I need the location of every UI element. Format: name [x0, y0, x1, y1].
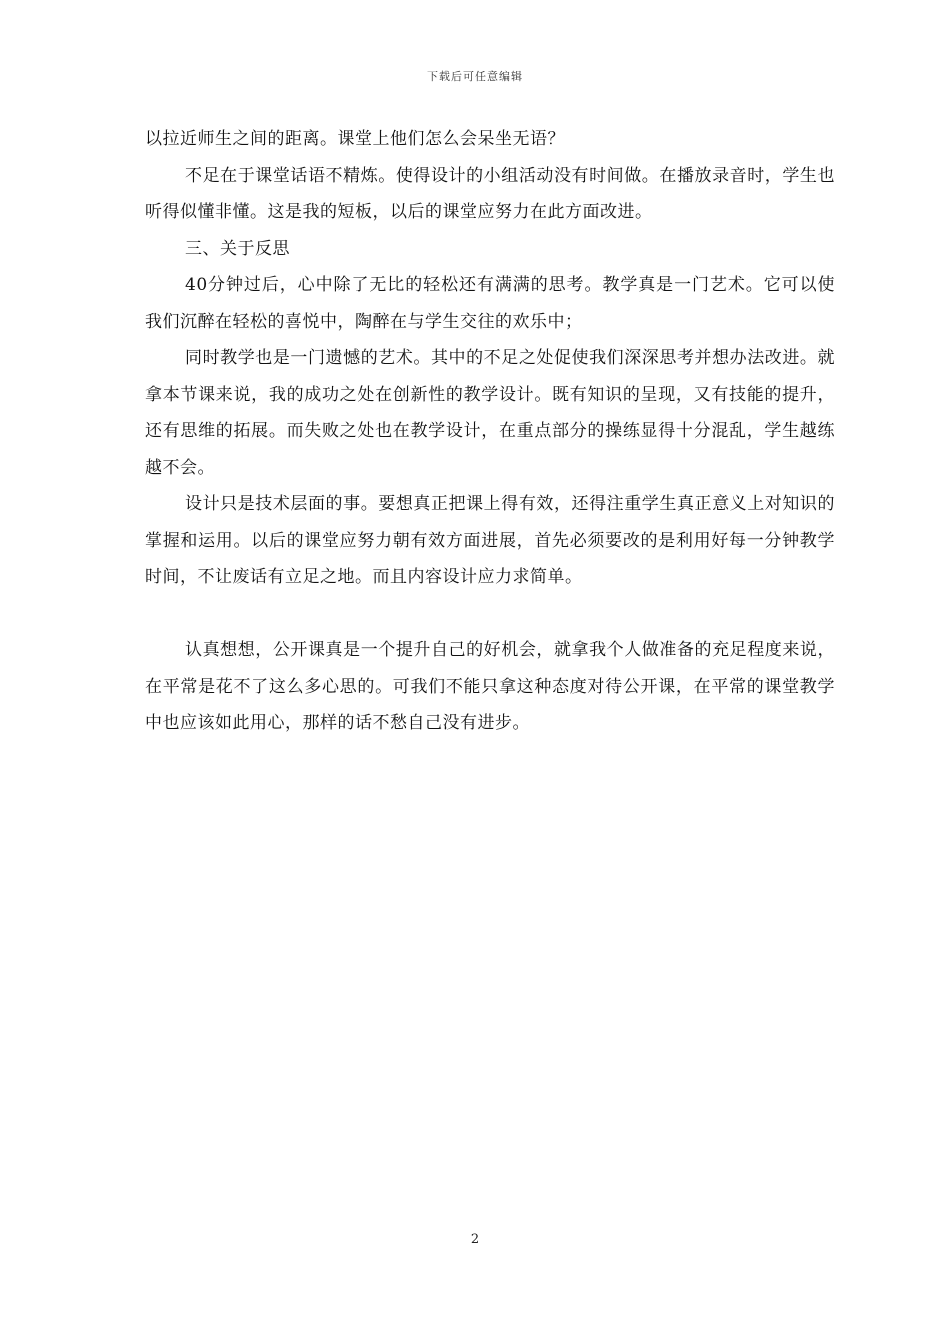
document-body	[145, 121, 835, 742]
paragraph-continuation: 以拉近师生之间的距离。课堂上他们怎么会呆坐无语？	[145, 129, 565, 149]
paragraph-open-class: 认真想想，公开课真是一个提升自己的好机会，就拿我个人做准备的充足程度来说，在平常是花不了这么多心思的。可我们不能只拿这种态度对待公开课，在平常的课堂教学中也应该如此用心，那样的话不愁自己没有进步。	[145, 640, 835, 733]
page-header: 下载后可任意编辑	[427, 70, 523, 83]
paragraph-art-of-regret: 同时教学也是一门遗憾的艺术。其中的不足之处促使我们深深思考并想办法改进。就拿本节课来说，我的成功之处在创新性的教学设计。既有知识的呈现，又有技能的提升，还有思维的拓展。而失败之处也在教学设计，在重点部分的操练显得十分混乱，学生越练越不会。	[145, 348, 835, 478]
section-heading-reflection: 三、关于反思	[185, 238, 290, 259]
page-number: 2	[470, 1232, 480, 1247]
paragraph-shortcomings: 不足在于课堂话语不精炼。使得设计的小组活动没有时间做。在播放录音时，学生也听得似懂非懂。这是我的短板，以后的课堂应努力在此方面改进。	[145, 165, 835, 222]
paragraph-design: 设计只是技术层面的事。要想真正把课上得有效，还得注重学生真正意义上对知识的掌握和运用。以后的课堂应努力朝有效方面进展，首先必须要改的是利用好每一分钟教学时间，不让废话有立足之地。而且内容设计应力求简单。	[145, 494, 835, 587]
paragraph-after-class: 40分钟过后，心中除了无比的轻松还有满满的思考。教学真是一门艺术。它可以使我们沉醉在轻松的喜悦中，陶醉在与学生交往的欢乐中；	[145, 275, 835, 332]
